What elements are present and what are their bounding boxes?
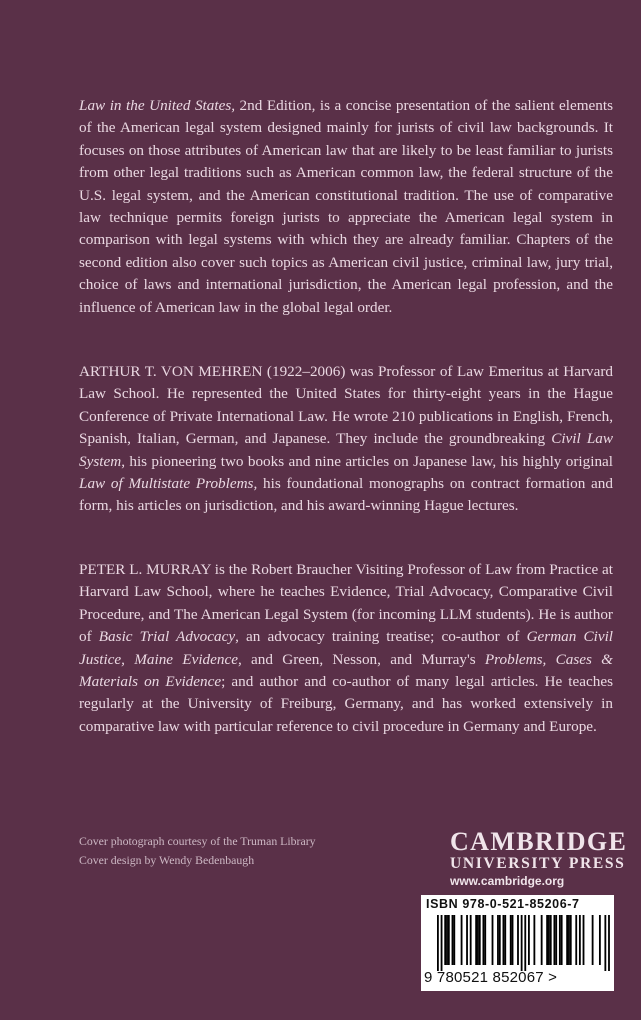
barcode-bar [604, 915, 606, 971]
publisher-subname: UNIVERSITY PRESS [450, 855, 626, 872]
work-title: Problems, Cases & Materials on Evidence [79, 650, 613, 691]
publisher-website[interactable]: www.cambridge.org [450, 874, 565, 888]
barcode-bar [553, 915, 555, 965]
barcode-bar [453, 915, 455, 965]
design-credit: Cover design by Wendy Bedenbaugh [79, 853, 255, 867]
work-title: Law of Multistate Problems [79, 475, 254, 493]
barcode-bar [503, 915, 505, 965]
description-text: 2nd Edition, is a concise presentation of the salient elements of the American legal system designed mainly for jurists of civil law backgrounds. It focuses on those attributes of American law that are likely to be least familiar to jurists from other legal traditions such as American common law, the federal structure of the U.S. legal system, and the American constitutional tradition. The use of comparative law technique permits foreign jurists to appreciate the American legal system in comparison with legal systems with which they are already familiar. Chapters of the second edition also cover such topics as American civil justice, criminal law, jury trial, choice of laws and international jurisdiction, the American legal profession, and the influence of American law in the global legal order. [79, 97, 613, 316]
author-bio-murray [79, 559, 613, 738]
barcode-bar [492, 915, 494, 965]
barcode-bar [561, 915, 563, 965]
barcode-bar [470, 915, 472, 965]
barcode-bar [479, 915, 481, 965]
work-title: German Civil Justice, Maine Evidence [79, 628, 614, 668]
barcode-bar [497, 915, 499, 965]
barcode-bar [528, 915, 530, 965]
barcode-bar [575, 915, 577, 965]
barcode-bar [466, 915, 468, 965]
barcode-bar [592, 915, 594, 965]
bio-text: , his pioneering two books and nine articles on Japanese law, his highly original [121, 452, 613, 470]
bio-text: ; and author and co-author of many legal articles. He teaches regularly at the University of Freiburg, Germany, and has worked extensively in comparative law with particular reference to civil procedure in Germany and Europe. [79, 673, 613, 735]
author-bio-von-mehren [79, 361, 613, 518]
barcode-bar [484, 915, 486, 965]
barcode-bar [550, 915, 552, 965]
barcode-bar [441, 915, 443, 971]
bio-text: , and Green, Nesson, and Murray's [237, 650, 485, 668]
barcode-bar [521, 915, 523, 971]
barcode-bar [444, 915, 446, 965]
isbn-label: ISBN 978-0-521-85206-7 [426, 897, 580, 911]
barcode-bar [512, 915, 514, 965]
photo-credit: Cover photograph courtesy of the Truman Library [79, 834, 316, 848]
barcode-bar [448, 915, 450, 965]
barcode-bar [483, 915, 485, 965]
barcode-bar [583, 915, 585, 965]
publisher-logo [450, 828, 627, 889]
work-title: Civil Law System [79, 430, 613, 470]
barcode-bar [510, 915, 512, 965]
book-title: Law in the United States, [79, 97, 236, 114]
barcode-bar [475, 915, 477, 965]
barcode-bar [452, 915, 454, 965]
bio-text: ARTHUR T. VON MEHREN (1922–2006) was Professor of Law Emeritus at Harvard Law School. He represented the United States for thirty-eight years in the Hague Conference of Private International Law. He wrote 210 publications in English, French, Spanish, Italian, German, and Japanese. They include the groundbreaking [79, 363, 613, 448]
book-description-paragraph [79, 95, 613, 319]
barcode-bar [555, 915, 557, 965]
barcode-bar [608, 915, 610, 971]
barcode-bar [570, 915, 572, 965]
barcode-bar [566, 915, 568, 965]
bio-text: , an advocacy training treatise; co-author of [235, 628, 527, 646]
barcode-number: 9 780521 852067 > [424, 969, 558, 986]
barcode-bar [446, 915, 448, 965]
barcode-bar [546, 915, 548, 965]
work-title: Basic Trial Advocacy [98, 628, 236, 646]
barcode-bar [599, 915, 601, 965]
publisher-name: CAMBRIDGE [450, 827, 628, 856]
barcode-bar [568, 915, 570, 965]
barcode-bar [548, 915, 550, 965]
barcode-bar [477, 915, 479, 965]
bio-text: , his foundational monographs on contract formation and form, his articles on jurisdiction, and his award-winning Hague lectures. [79, 475, 613, 515]
barcode-bar [559, 915, 561, 965]
barcode-bar [524, 915, 526, 971]
barcode-bar [499, 915, 501, 965]
barcode-bar [504, 915, 506, 965]
barcode-bar [533, 915, 535, 965]
barcode-bar [541, 915, 543, 965]
barcode-bars [425, 915, 610, 971]
bio-text: PETER L. MURRAY is the Robert Braucher Visiting Professor of Law from Practice at Harvard Law School, where he teaches Evidence, Trial Advocacy, Comparative Civil Procedure, and The American Legal System (for incoming LLM students). He is author of [79, 561, 613, 646]
barcode-bar [437, 915, 439, 971]
cover-credits [79, 832, 316, 870]
barcode-bar [579, 915, 581, 965]
barcode-bar [517, 915, 519, 965]
barcode-bar [461, 915, 463, 965]
isbn-barcode [421, 895, 614, 991]
